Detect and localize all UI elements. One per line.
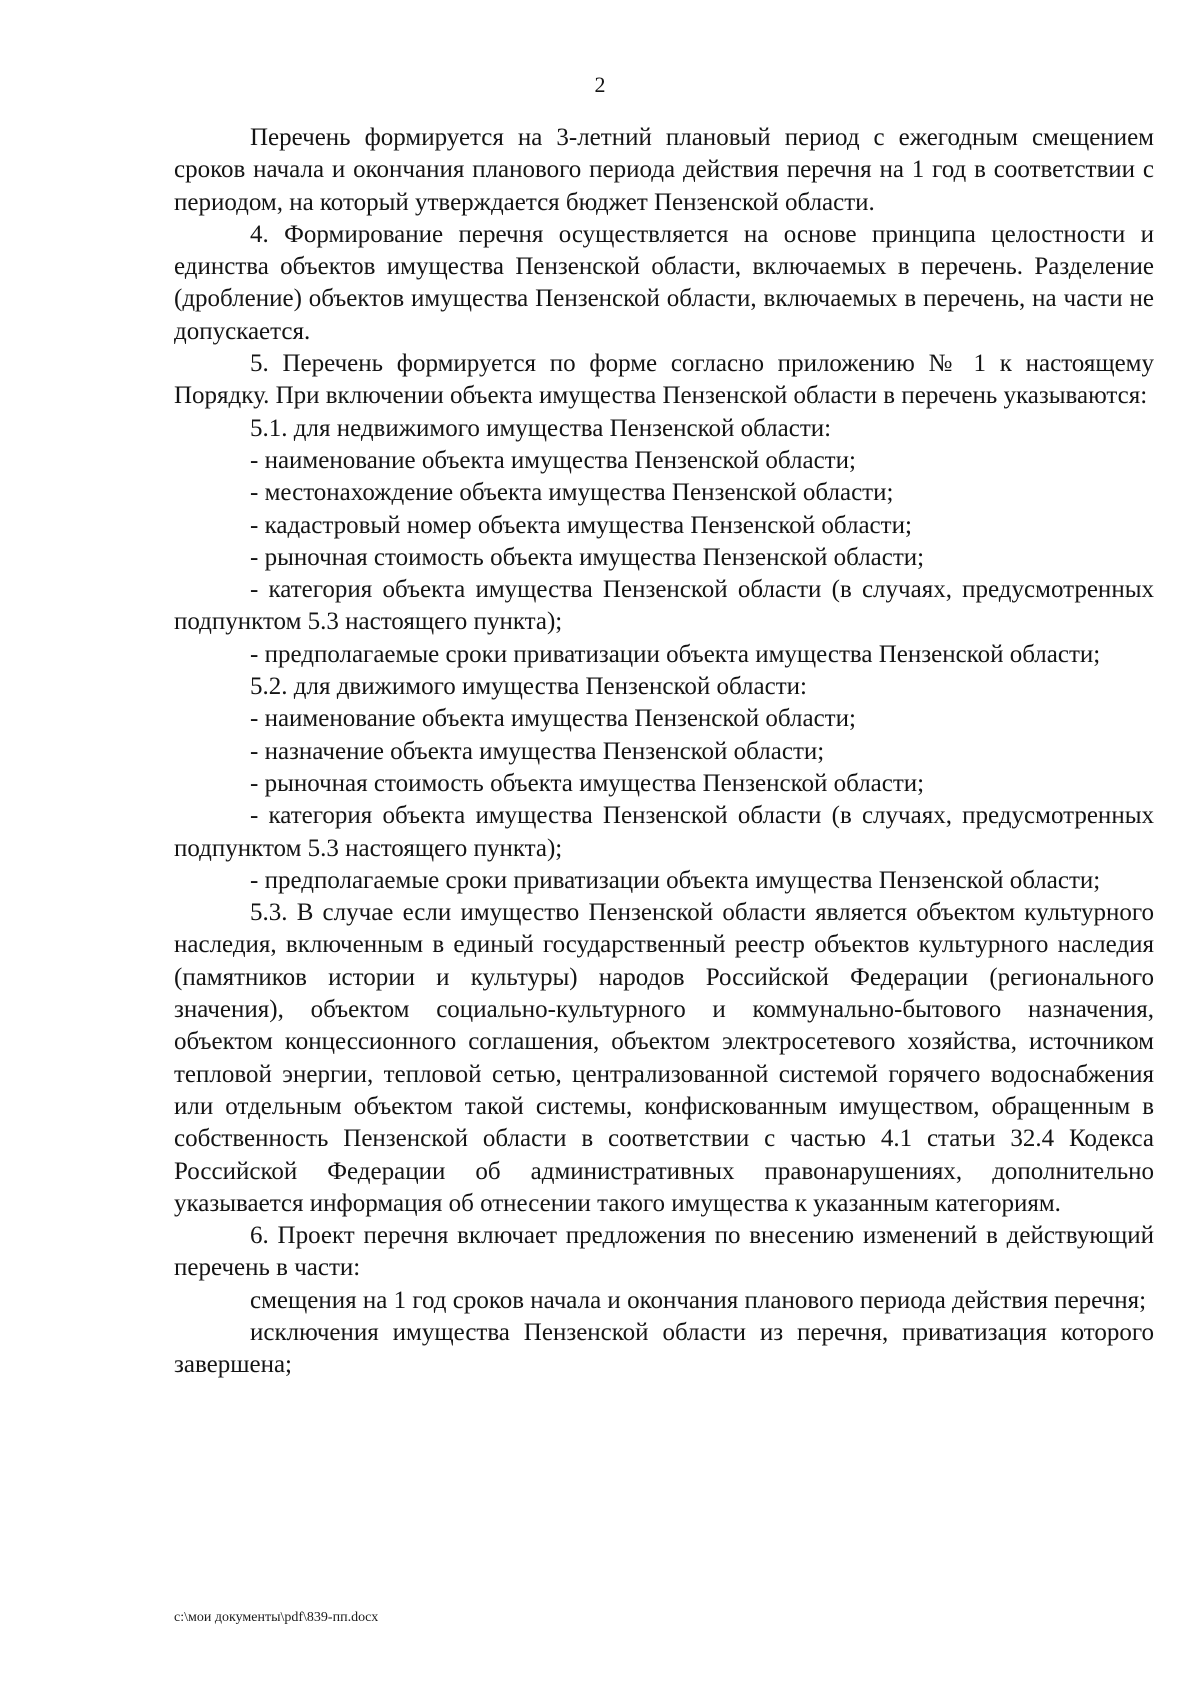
list-item-realty-cadastral: - кадастровый номер объекта имущества Пензенской области; — [250, 511, 912, 539]
list-item-realty-terms: - предполагаемые сроки приватизации объекта имущества Пензенской области; — [250, 640, 1101, 668]
page-number: 2 — [594, 72, 606, 97]
paragraph-list-period: Перечень формируется на 3-летний плановый период с ежегодным смещением сроков начала и окончания планового периода действия перечня на 1 год в соответствии с периодом, на который утверждается бюджет Пензенской области. — [174, 124, 1154, 216]
list-item-realty-name: - наименование объекта имущества Пензенской области; — [250, 446, 856, 474]
list-item-movable-purpose: - назначение объекта имущества Пензенской области; — [250, 737, 825, 765]
list-item-movable-terms: - предполагаемые сроки приватизации объекта имущества Пензенской области; — [250, 866, 1101, 894]
document-body — [174, 122, 1154, 1382]
paragraph-item-6: 6. Проект перечня включает предложения по внесению изменений в действующий перечень в части: — [174, 1222, 1154, 1282]
list-item-realty-location: - местонахождение объекта имущества Пензенской области; — [250, 479, 894, 507]
paragraph-item-4: 4. Формирование перечня осуществляется на основе принципа целостности и единства объектов имущества Пензенской области, включаемых в перечень. Разделение (дробление) объектов имущества Пензенской области, включаемых в перечень, на части не допускается. — [174, 220, 1154, 345]
paragraph-item-5-1: 5.1. для недвижимого имущества Пензенской области: — [250, 414, 832, 442]
paragraph-exclude-property: исключения имущества Пензенской области из перечня, приватизация которого завершена; — [174, 1318, 1154, 1379]
paragraph-item-5-3: 5.3. В случае если имущество Пензенской области является объектом культурного наследия, включенным в единый государственный реестр объектов культурного наследия (памятников истории и культуры) народов Российской Федерации (регионального значения), объектом социально-культурного и коммунально-бытового назначения, объектом концессионного соглашения, объектом электросетевого хозяйства, источником тепловой энергии, тепловой сетью, централизованной системой горячего водоснабжения или отдельным объектом такой системы, конфискованным имуществом, обращенным в собственность Пензенской области в соответствии с частью 4.1 статьи 32.4 Кодекса Российской Федерации об административных правонарушениях, дополнительно указывается информация об отнесении такого имущества к указанным категориям. — [174, 899, 1154, 1217]
paragraph-item-5: 5. Перечень формируется по форме согласно приложению № 1 к настоящему Порядку. При включении объекта имущества Пензенской области в перечень указываются: — [174, 350, 1154, 410]
list-item-movable-value: - рыночная стоимость объекта имущества Пензенской области; — [250, 769, 925, 797]
list-item-realty-category: - категория объекта имущества Пензенской области (в случаях, предусмотренных подпунктом 5.3 настоящего пункта); — [174, 576, 1154, 636]
list-item-movable-name: - наименование объекта имущества Пензенской области; — [250, 705, 856, 733]
list-item-realty-value: - рыночная стоимость объекта имущества Пензенской области; — [250, 543, 925, 571]
paragraph-item-5-2: 5.2. для движимого имущества Пензенской области: — [250, 673, 807, 701]
footer-file-path: c:\мои документы\pdf\839-пп.docx — [174, 1610, 379, 1625]
list-item-movable-category: - категория объекта имущества Пензенской области (в случаях, предусмотренных подпунктом 5.3 настоящего пункта); — [174, 802, 1154, 862]
paragraph-shift-period: смещения на 1 год сроков начала и окончания планового периода действия перечня; — [250, 1286, 1147, 1314]
